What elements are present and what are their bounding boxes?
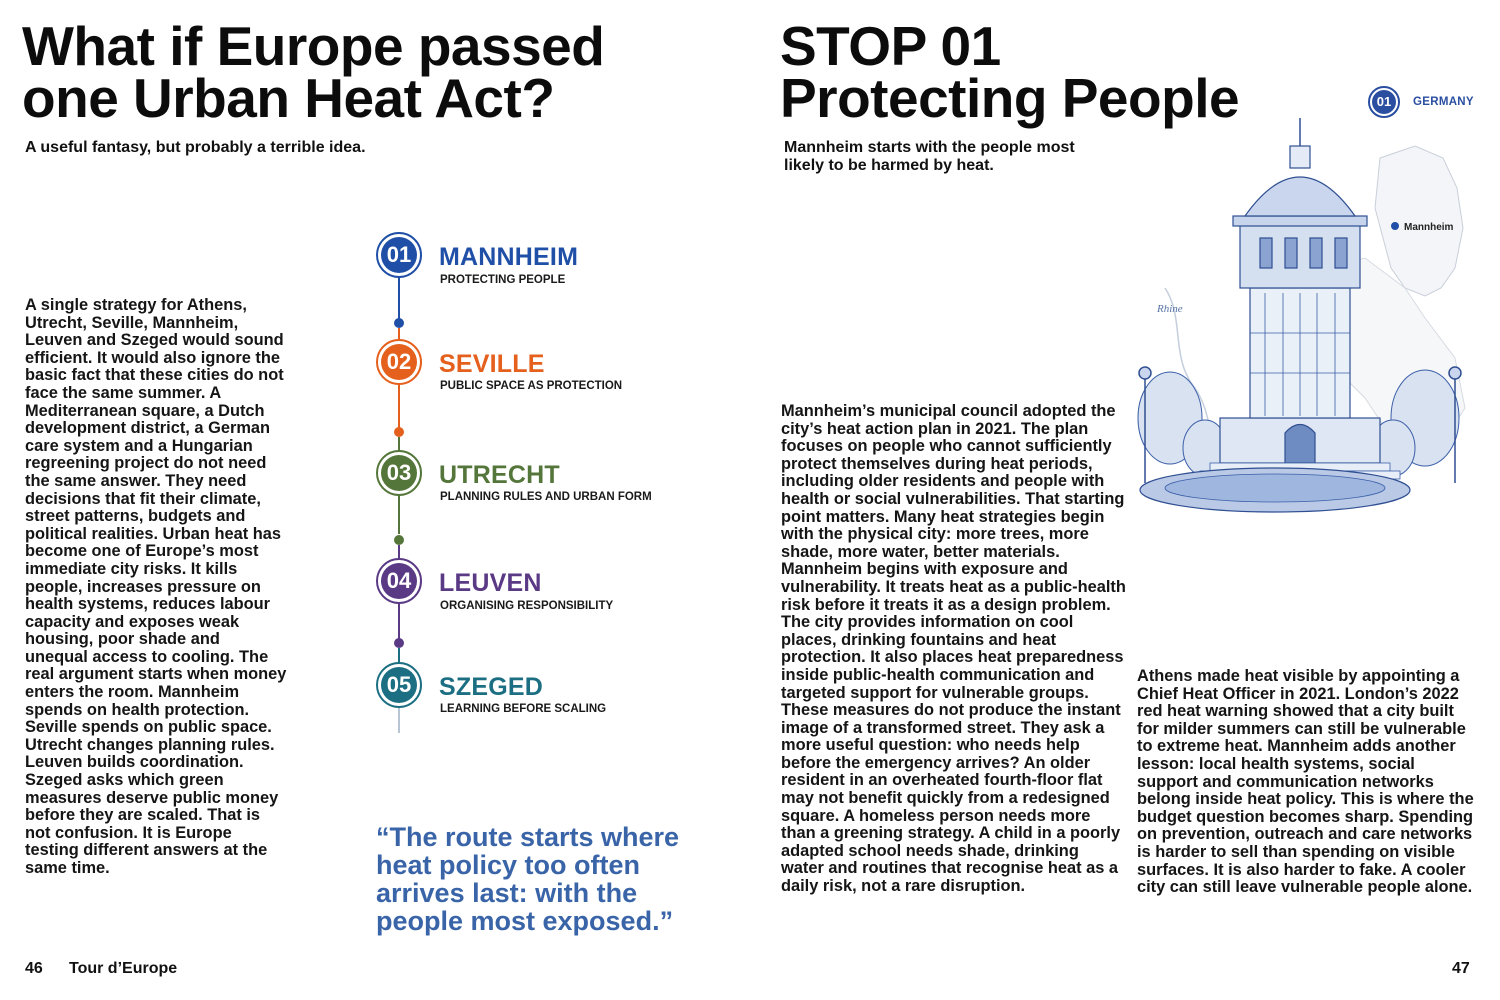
timeline-dot (394, 535, 404, 545)
left-title-line-1: What if Europe passed (22, 15, 605, 77)
stop-number: 05 (381, 667, 417, 703)
tower-gallery (1233, 216, 1367, 226)
timeline-dot (394, 318, 404, 328)
timeline-dot (394, 638, 404, 648)
stop-number-badge (376, 339, 422, 385)
left-page-number: 46 (25, 960, 43, 977)
stop-theme: PLANNING RULES AND URBAN FORM (440, 491, 652, 503)
right-page-title (780, 15, 1340, 129)
running-title: Tour d’Europe (69, 960, 178, 977)
tower-lantern (1290, 146, 1310, 168)
right-title-line-2: Protecting People (780, 67, 1240, 129)
right-title-line-1: STOP 01 (780, 15, 1001, 77)
lamp (1449, 367, 1461, 379)
country-label: GERMANY (1413, 96, 1474, 108)
right-body-column-1: Mannheim’s municipal council adopted the city’s heat action plan in 2021. The plan focuses on people who cannot sufficiently protect themselves during heat periods, including older residents and people with health or social vulnerabilities. That starting point matters. Many heat strategies begin with the physical city: more trees, more shade, more water, better materials. Mannheim begins with exposure and vulnerability. It treats heat as a public-health risk before it treats it as a design problem. The city provides information on cool places, drinking fountains and heat protection. It also places heat preparedness inside public-health communication and targeted support for vulnerable groups. These measures do not produce the instant image of a transformed street. They ask a more useful question: who needs help before the emergency arrives? An older resident in an overheated fourth-floor flat may not benefit quickly from a redesigned square. A homeless person needs more than a greening strategy. A child in a poorly adapted school needs shade, drinking water and routines that recognise heat as a daily risk, not a rare disruption. (781, 402, 1126, 896)
timeline-segment (398, 603, 400, 639)
stop-number: 01 (381, 237, 417, 273)
stop-number: 02 (381, 344, 417, 380)
left-body-text: A single strategy for Athens, Utrecht, Seville, Mannheim, Leuven and Szeged would sound efficient. It would also ignore the basic fact that these cities do not face the same summer. A Mediterranean square, a Dutch development district, a German care system and a Hungarian regreening project do not need the same answer. They need decisions that fit their climate, street patterns, budgets and political realities. Urban heat has become one of Europe’s most immediate city risks. It kills people, increases pressure on health systems, reduces labour capacity and exposes weak housing, poor shade and unequal access to cooling. The real argument starts when money enters the room. Mannheim spends on health protection. Seville spends on public space. Utrecht changes planning rules. Leuven builds coordination. Szeged asks which green measures deserve public money before they are scaled. That is not confusion. It is Europe testing different answers at the same time. (25, 296, 287, 877)
left-title-line-2: one Urban Heat Act? (22, 67, 555, 129)
right-page-subtitle: Mannheim starts with the people most likely to be harmed by heat. (784, 139, 1075, 174)
stop-theme: PUBLIC SPACE AS PROTECTION (440, 380, 623, 392)
tower-door (1285, 425, 1315, 464)
stop-badge-number: 01 (1372, 90, 1396, 114)
stop-theme: LEARNING BEFORE SCALING (440, 703, 607, 715)
timeline-segment (398, 494, 400, 534)
lamp (1139, 367, 1151, 379)
stop-city: MANNHEIM (439, 243, 579, 271)
stop-theme: ORGANISING RESPONSIBILITY (440, 600, 614, 612)
stop-number: 04 (381, 563, 417, 599)
tower-dome (1245, 177, 1355, 216)
stop-city: SZEGED (439, 673, 543, 701)
map-city-marker (1391, 222, 1399, 230)
stop-number-badge (376, 558, 422, 604)
stop-city: LEUVEN (439, 569, 542, 597)
pull-quote: “The route starts where heat policy too often arrives last: with the people most exposed.” (376, 822, 680, 936)
left-page-title (22, 15, 722, 129)
stop-number-badge (376, 662, 422, 708)
map-river-label: Rhine (1157, 303, 1183, 315)
timeline-segment (398, 383, 400, 428)
stop-number: 03 (381, 455, 417, 491)
map-outline (1375, 146, 1463, 296)
left-page-subtitle: A useful fantasy, but probably a terrible idea. (25, 139, 366, 156)
stop-city: UTRECHT (439, 461, 560, 489)
stop-number-badge (376, 450, 422, 496)
timeline-dot (394, 427, 404, 437)
stop-badge (1368, 86, 1400, 118)
right-page-number: 47 (1452, 960, 1470, 977)
stop-city: SEVILLE (439, 350, 545, 378)
stop-theme: PROTECTING PEOPLE (440, 274, 566, 286)
stop-number-badge (376, 232, 422, 278)
water-tower-illustration (1125, 118, 1475, 523)
map-city-label: Mannheim (1404, 222, 1454, 233)
right-body-column-2: Athens made heat visible by appointing a Chief Heat Officer in 2021. London’s 2022 red heat warning showed that a city built for milder summers can still be vulnerable to extreme heat. Mannheim adds another lesson: local health systems, social support and communication networks belong inside heat policy. This is where the budget question becomes sharp. Spending on prevention, outreach and care networks is harder to sell than spending on visible surfaces. It is also harder to fake. A cooler city can still leave vulnerable people alone. (1137, 667, 1474, 897)
timeline-segment (398, 707, 400, 733)
